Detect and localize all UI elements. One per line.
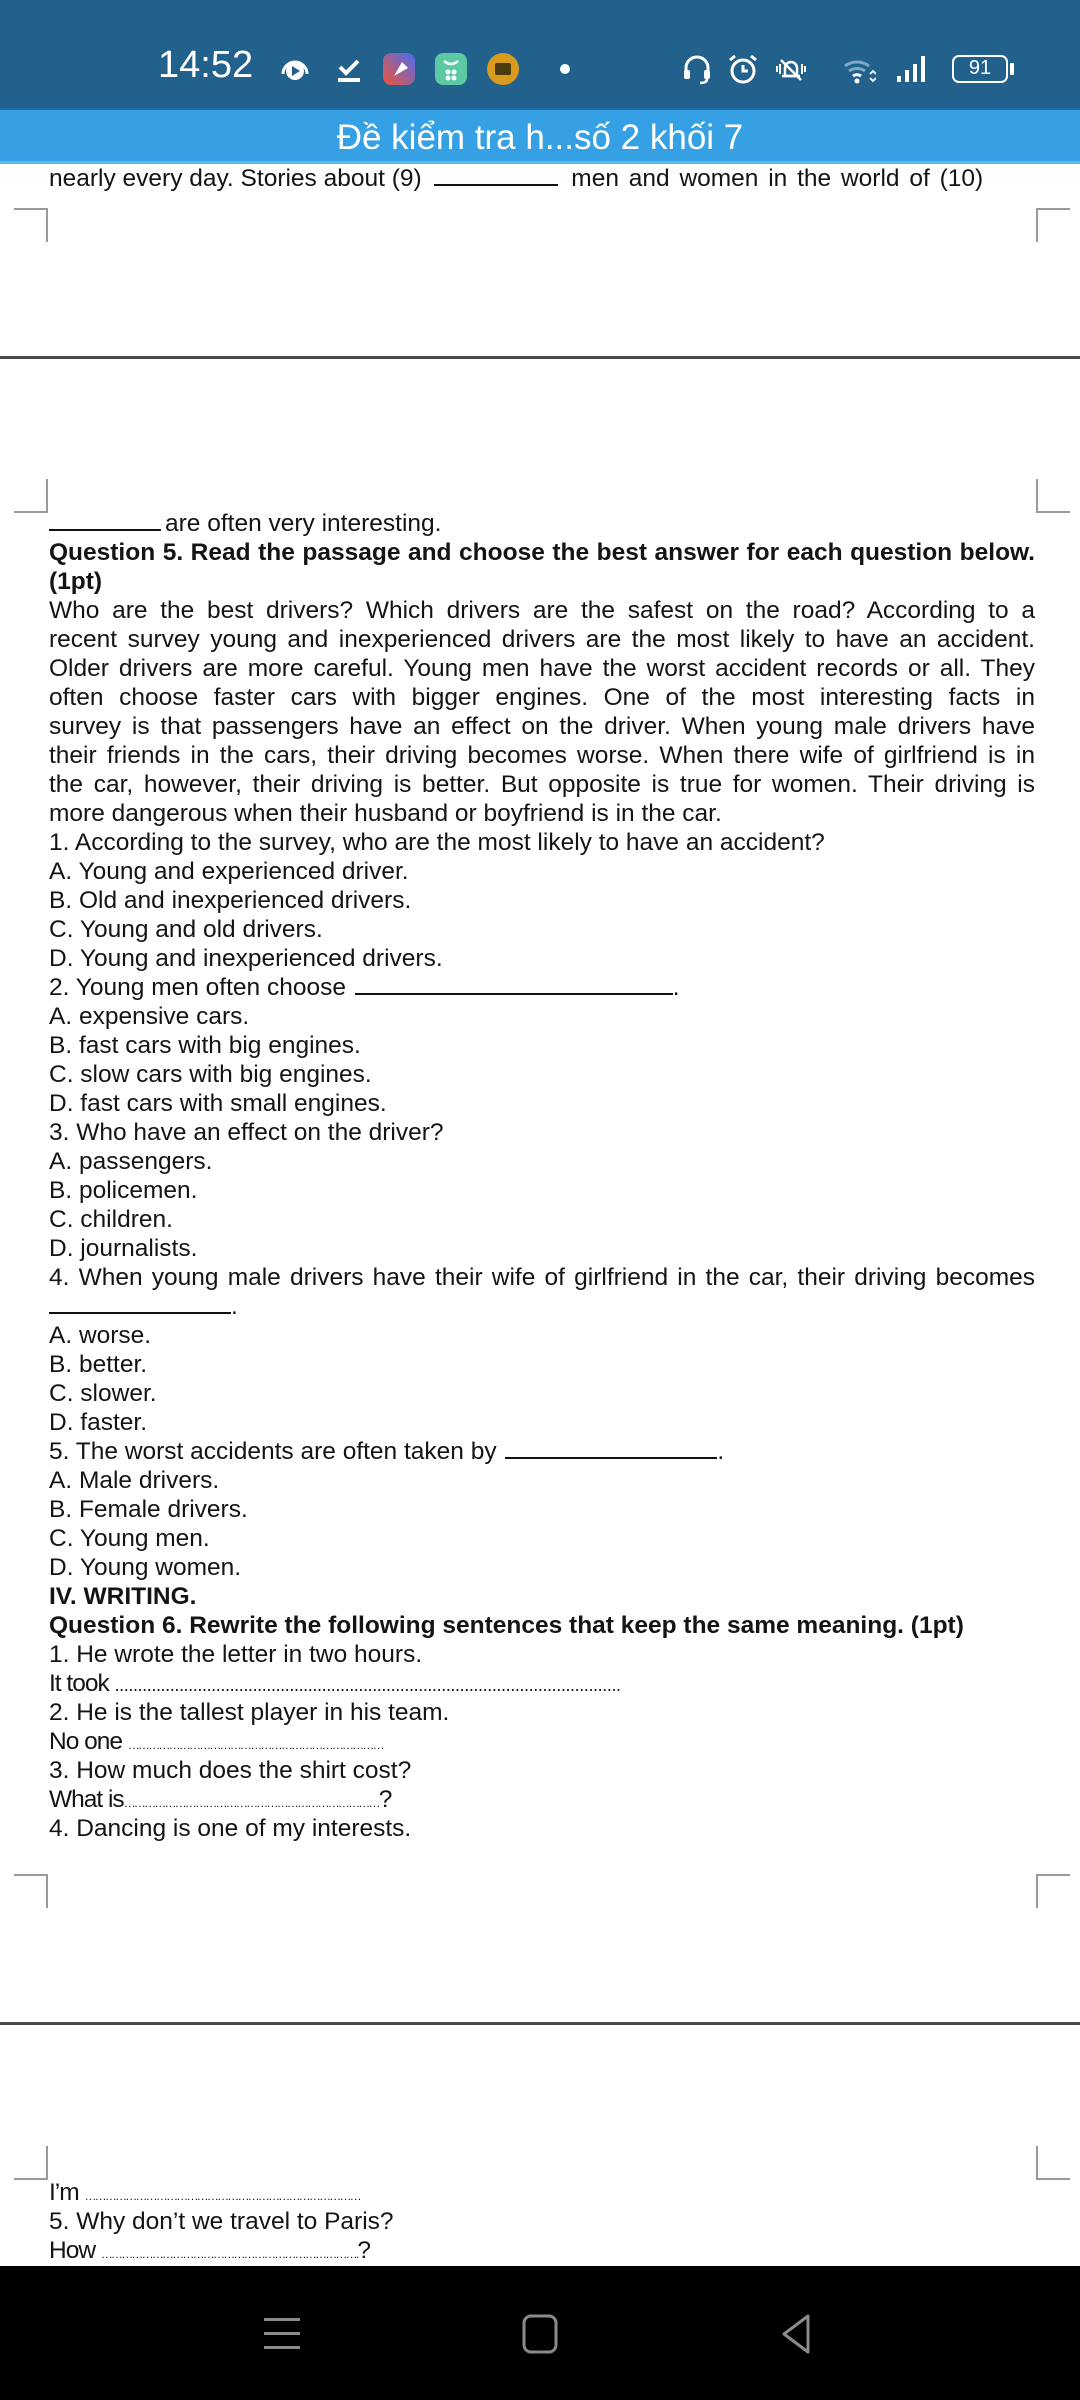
text-line — [49, 164, 1035, 193]
battery-tip — [1010, 63, 1014, 75]
text-segment: ? — [357, 2237, 371, 2264]
battery-level: 91 — [968, 57, 992, 79]
passage-line: often choose faster cars with bigger engines. One of the most interesting facts in — [49, 684, 1035, 711]
document-title-bar[interactable] — [0, 108, 1080, 164]
vibrate-mute-icon — [774, 52, 808, 86]
answer-option: A. Male drivers. — [49, 1467, 220, 1494]
recents-menu-icon[interactable] — [260, 2312, 304, 2356]
question-5-points: (1pt) — [49, 568, 103, 595]
section-heading: IV. WRITING. — [49, 1583, 197, 1610]
answer-option: D. Young women. — [49, 1554, 242, 1581]
question-5-heading: Question 5. Read the passage and choose the best answer for each question below. — [49, 539, 1035, 566]
answer-option: C. Young and old drivers. — [49, 916, 323, 943]
podcast-play-icon — [278, 52, 312, 86]
answer-dots: ………………………………………………………………… — [127, 1738, 383, 1752]
answer-dots: ……………………………………………………………………… — [84, 2189, 360, 2203]
page-corner-mark — [1036, 2146, 1070, 2180]
answer-option: C. slower. — [49, 1380, 157, 1407]
answer-blank — [505, 1437, 717, 1459]
answer-blank-line: . — [49, 1292, 1035, 1321]
page-corner-mark — [14, 208, 48, 242]
text-segment: 5. The worst accidents are often taken by — [49, 1438, 497, 1465]
rewrite-prompt: 1. He wrote the letter in two hours. — [49, 1641, 423, 1668]
question-stem: 5. The worst accidents are often taken by . — [49, 1438, 725, 1465]
answer-option: A. worse. — [49, 1322, 152, 1349]
answer-blank — [49, 1292, 231, 1314]
alarm-icon — [726, 52, 760, 86]
headset-icon — [680, 52, 714, 86]
app-store-icon — [434, 52, 468, 86]
app-shortcut-icon — [382, 52, 416, 86]
page-corner-mark — [14, 1874, 48, 1908]
passage-line: Who are the best drivers? Which drivers are the safest on the road? According to a — [49, 597, 1035, 624]
page-separator — [0, 2022, 1080, 2025]
document-viewer[interactable] — [0, 164, 1080, 2266]
answer-option: C. children. — [49, 1206, 173, 1233]
battery-icon — [952, 55, 1008, 83]
question-stem: 1. According to the survey, who are the most likely to have an accident? — [49, 829, 825, 856]
signal-icon — [894, 52, 928, 86]
passage-line: Older drivers are more careful. Young men have the worst accident records or all. They — [49, 655, 1035, 682]
answer-option: A. expensive cars. — [49, 1003, 250, 1030]
passage-line: more dangerous when their husband or boyfriend is in the car. — [49, 800, 722, 827]
answer-option: D. fast cars with small engines. — [49, 1090, 387, 1117]
screen-record-icon — [486, 52, 520, 86]
answer-dots: .............................................................................................................. — [114, 1675, 621, 1695]
text-segment: 2. Young men often choose — [49, 974, 346, 1001]
text-segment: How — [49, 2237, 101, 2264]
back-icon[interactable] — [776, 2312, 820, 2356]
passage-line: survey is that passengers have an effect on the driver. When young male drivers have — [49, 713, 1035, 740]
text-segment: nearly every day. Stories about (9) — [49, 165, 422, 192]
passage-line: recent survey young and inexperienced drivers are the most likely to have an accident. — [49, 626, 1035, 653]
text-segment: I’m — [49, 2179, 85, 2206]
question-stem: 3. Who have an effect on the driver? — [49, 1119, 444, 1146]
answer-option: D. faster. — [49, 1409, 148, 1436]
notification-dot-icon — [548, 52, 582, 86]
answer-option: B. Female drivers. — [49, 1496, 248, 1523]
home-icon[interactable] — [518, 2312, 562, 2356]
navigation-bar — [0, 2266, 1080, 2400]
answer-option: C. Young men. — [49, 1525, 210, 1552]
passage-line: their friends in the cars, their driving becomes worse. When there wife of girlfriend is in — [49, 742, 1035, 769]
answer-blank — [355, 973, 673, 995]
text-segment: men and women in the world of (10) — [571, 165, 984, 192]
blank-9 — [434, 164, 558, 186]
answer-option: A. Young and experienced driver. — [49, 858, 409, 885]
answer-option: D. Young and inexperienced drivers. — [49, 945, 443, 972]
text-segment: ? — [378, 1786, 392, 1813]
text-segment: are often very interesting. — [165, 510, 442, 537]
page-corner-mark — [14, 2146, 48, 2180]
answer-option: B. policemen. — [49, 1177, 198, 1204]
rewrite-prompt: 4. Dancing is one of my interests. — [49, 1815, 412, 1842]
text-segment: No one — [49, 1728, 128, 1755]
page-corner-mark — [14, 479, 48, 513]
download-done-icon — [332, 52, 366, 86]
page-separator — [0, 356, 1080, 359]
answer-dots: …………………………………………………………………. — [100, 2247, 358, 2261]
answer-option: B. fast cars with big engines. — [49, 1032, 361, 1059]
question-stem: 4. When young male drivers have their wife of girlfriend in the car, their driving becomes — [49, 1264, 1035, 1291]
text-segment: What is — [49, 1786, 124, 1813]
passage-line: the car, however, their driving is better. But opposite is true for women. Their driving is — [49, 771, 1035, 798]
question-6-heading: Question 6. Rewrite the following sentences that keep the same meaning. (1pt) — [49, 1612, 964, 1639]
page-corner-mark — [1036, 1874, 1070, 1908]
page-corner-mark — [1036, 208, 1070, 242]
rewrite-prompt: 2. He is the tallest player in his team. — [49, 1699, 450, 1726]
rewrite-prompt: 5. Why don’t we travel to Paris? — [49, 2208, 394, 2235]
blank-10 — [49, 509, 161, 531]
document-title: Đề kiểm tra h...số 2 khối 7 — [336, 118, 744, 157]
status-time: 14:52 — [158, 44, 254, 86]
text-segment: It took — [49, 1670, 115, 1697]
rewrite-prompt: 3. How much does the shirt cost? — [49, 1757, 412, 1784]
text-line — [49, 509, 1035, 538]
answer-option: A. passengers. — [49, 1148, 213, 1175]
answer-option: B. Old and inexperienced drivers. — [49, 887, 412, 914]
rewrite-answer-line — [49, 2236, 1035, 2266]
wifi-icon — [842, 52, 876, 86]
answer-option: C. slow cars with big engines. — [49, 1061, 372, 1088]
page-corner-mark — [1036, 479, 1070, 513]
answer-dots: ………………………………………………………………… — [123, 1796, 379, 1810]
status-bar — [0, 0, 1080, 108]
question-stem: 2. Young men often choose . — [49, 974, 680, 1001]
rewrite-answer-line — [49, 1669, 1035, 1700]
answer-option: B. better. — [49, 1351, 148, 1378]
answer-option: D. journalists. — [49, 1235, 198, 1262]
